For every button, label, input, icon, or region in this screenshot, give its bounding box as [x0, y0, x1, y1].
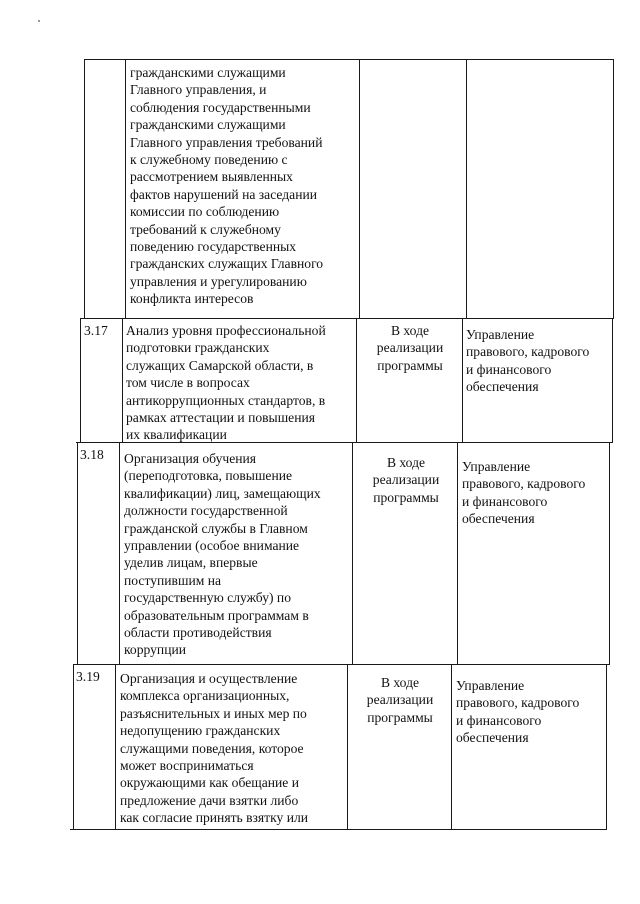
col-measure-border — [347, 664, 348, 830]
table-cell-number: 3.18 — [80, 447, 104, 462]
row-separator-3 — [73, 664, 609, 665]
col-number-border — [122, 318, 123, 443]
col-left-border — [73, 664, 74, 830]
table-bottom-border — [70, 829, 606, 830]
scan-speck — [38, 20, 40, 22]
table-cell-measure: Организация и осуществление комплекса организационных, разъяснительных и иных мер по недопущению гражданских служащими поведения, которое может восприниматься окружающими как обещание и предложение дачи взятки либо как согласие принять взятку или — [120, 671, 309, 826]
col-measure-border — [352, 442, 353, 665]
col-period-border — [451, 664, 452, 830]
col-measure-border — [356, 318, 357, 443]
row-separator-1 — [80, 318, 614, 319]
col-number-border — [119, 442, 120, 665]
col-right-border — [609, 442, 610, 665]
table-cell-period: В ходе реализации программы — [366, 675, 434, 725]
col-left-border — [80, 318, 81, 443]
table-cell-executor: Управление правового, кадрового и финансового обеспечения — [462, 459, 586, 527]
table-cell-period: В ходе реализации программы — [372, 455, 440, 505]
table-cell-period: В ходе реализации программы — [376, 323, 444, 373]
col-left-border — [77, 442, 78, 665]
table-cell-measure: Анализ уровня профессиональной подготовки гражданских служащих Самарской области, в том числе в вопросах антикоррупционных стандартов, в рамках аттестации и повышения их квалификации — [126, 323, 326, 443]
col-period-border — [466, 59, 467, 319]
table-cell-number: 3.19 — [76, 669, 100, 684]
table-cell-executor: Управление правового, кадрового и финансового обеспечения — [456, 678, 580, 746]
col-measure-border — [359, 59, 360, 319]
col-right-border — [612, 318, 613, 443]
col-right-border — [606, 664, 607, 830]
table-cell-executor: Управление правового, кадрового и финансового обеспечения — [466, 327, 590, 395]
table-cell-measure: гражданскими служащими Главного управления, и соблюдения государственными гражданскими служащими Главного управления требований к служебному поведению с рассмотрением выявленных фактов нарушений на заседании комиссии по соблюдению требований к служебному поведению государственных гражданских служащих Главного управления и урегулированию конфликта интересов — [130, 65, 324, 307]
col-period-border — [462, 318, 463, 443]
col-number-border — [125, 59, 126, 319]
col-right-border — [613, 59, 614, 319]
table-cell-number: 3.17 — [84, 323, 108, 338]
col-left-border — [84, 59, 85, 319]
table-top-border — [84, 59, 614, 60]
table-cell-measure: Организация обучения (переподготовка, повышение квалификации) лиц, замещающих должности государственной гражданской службы в Главном управлении (особое внимание уделив лицам, впервые поступившим на государственную службу) по образовательным программам в области противодействия коррупции — [124, 451, 321, 658]
col-number-border — [115, 664, 116, 830]
